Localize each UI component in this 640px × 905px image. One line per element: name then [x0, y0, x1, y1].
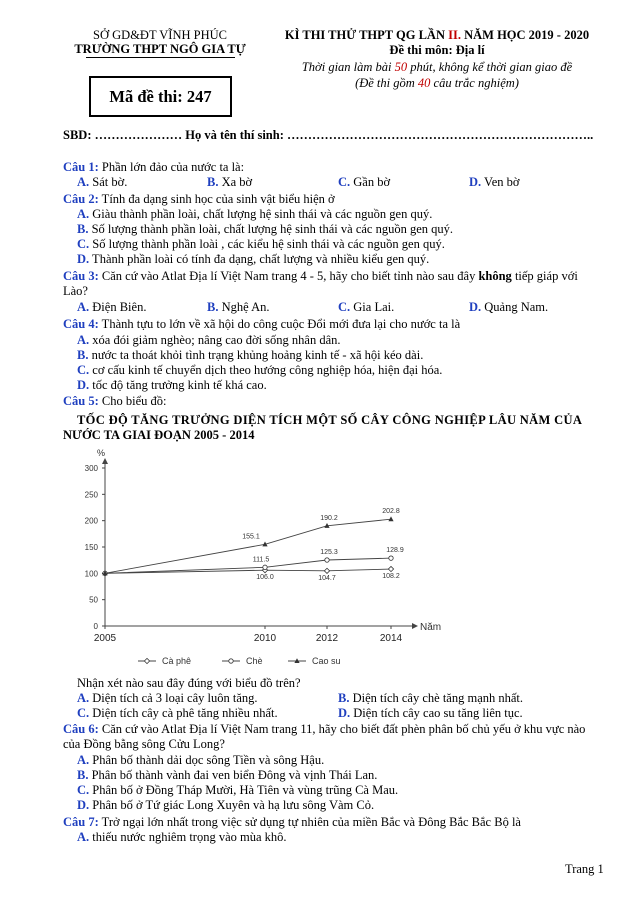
time-number: 50	[394, 60, 408, 74]
question-label: Câu 3:	[63, 269, 99, 283]
series-line	[105, 569, 391, 573]
q3-option-a	[77, 300, 146, 315]
q6-option-c	[77, 783, 398, 798]
x-tick-label: 2014	[379, 633, 403, 644]
question-3	[63, 269, 578, 284]
q4-option-c	[77, 363, 442, 378]
question-text: Tính đa dạng sinh học của sinh vật biểu hiện ở	[98, 192, 335, 206]
q2-option-d	[77, 252, 429, 267]
data-label: 108.2	[382, 573, 400, 581]
option-text: Phân bố thành dải dọc sông Tiền và sông Hậu.	[89, 753, 325, 767]
option-text: Diện tích cây chè tăng mạnh nhất.	[349, 691, 524, 705]
data-label: 155.1	[242, 533, 260, 541]
q5-option-a	[77, 691, 258, 706]
triangle-marker	[388, 516, 393, 521]
diamond-marker	[324, 568, 329, 573]
option-key: C.	[338, 175, 351, 189]
question-3-line2: Lào?	[63, 284, 88, 298]
option-text: cơ cấu kinh tế chuyển dịch theo hướng công nghiệp hóa, hiện đại hóa.	[89, 363, 443, 377]
option-text: Quảng Nam.	[481, 300, 549, 314]
data-label: 128.9	[386, 547, 404, 555]
option-text: Diện tích cây cao su tăng liên tục.	[350, 706, 523, 720]
question-text: Phần lớn đảo của nước ta là:	[98, 160, 245, 174]
q5-option-b	[338, 691, 523, 706]
q1-option-d	[469, 175, 519, 190]
q2-option-a	[77, 207, 432, 222]
x-tick-label: 2012	[315, 633, 339, 644]
q6-option-b	[77, 768, 377, 783]
option-key: A.	[77, 691, 90, 705]
option-key: D.	[469, 175, 482, 189]
school-underline	[86, 57, 235, 58]
option-text: Giàu thành phần loài, chất lượng hệ sinh thái và các nguồn gen quý.	[89, 207, 433, 221]
option-key: C.	[338, 300, 351, 314]
option-text: nước ta thoát khỏi tình trạng khủng hoảng kinh tế - xã hội kéo dài.	[88, 348, 424, 362]
diamond-marker	[144, 658, 149, 663]
q1-option-c	[338, 175, 390, 190]
q5-option-c	[77, 706, 278, 721]
y-tick-label: 300	[84, 464, 98, 473]
y-tick-label: 200	[84, 516, 98, 526]
option-key: A.	[77, 830, 90, 844]
y-tick-label: 150	[84, 543, 98, 552]
count-number: 40	[417, 76, 431, 90]
legend-label: Cà phê	[162, 656, 192, 666]
option-key: D.	[469, 300, 482, 314]
option-key: A.	[77, 333, 90, 347]
option-key: C.	[77, 783, 90, 797]
x-tick-label: 2005	[93, 633, 117, 644]
question-label: Câu 2:	[63, 192, 99, 206]
q3-option-b	[207, 300, 270, 315]
question-text: Thành tựu to lớn về xã hội do công cuộc Đổi mới đưa lại cho nước ta là	[98, 317, 461, 331]
option-text: Gia Lai.	[350, 300, 395, 314]
question-text: Cho biểu đồ:	[98, 394, 167, 408]
option-key: C.	[77, 706, 90, 720]
option-key: D.	[77, 378, 90, 392]
option-key: A.	[77, 753, 90, 767]
option-key: C.	[77, 237, 90, 251]
option-text: Thành phần loài có tính đa dạng, chất lượng và nhiều kiểu gen quý.	[89, 252, 430, 266]
q7-option-a	[77, 830, 287, 845]
x-axis-label: Năm	[420, 622, 442, 633]
time-part2: phút, không kể thời gian giao đề	[407, 60, 573, 74]
option-text: Gần bờ	[350, 175, 391, 189]
circle-marker	[229, 659, 233, 663]
question-text: Trở ngại lớn nhất trong việc sử dụng tự nhiên của miền Bắc và Đông Bắc Bắc Bộ là	[98, 815, 521, 829]
series-cafe	[102, 566, 399, 581]
question-1	[63, 160, 244, 175]
option-text: xóa đói giảm nghèo; nâng cao đời sống nhân dân.	[89, 333, 341, 347]
q1-option-a	[77, 175, 127, 190]
question-4	[63, 317, 460, 332]
y-axis-arrow	[102, 458, 108, 464]
diamond-marker	[388, 566, 393, 571]
legend-label: Chè	[246, 656, 263, 666]
data-label: 106.0	[256, 574, 274, 582]
series-caosu	[102, 508, 399, 575]
option-key: B.	[338, 691, 350, 705]
y-tick-label: 0	[93, 622, 98, 631]
option-key: D.	[77, 252, 90, 266]
chart-axes	[97, 448, 441, 633]
y-tick-label: 50	[89, 595, 98, 605]
option-text: thiếu nước nghiêm trọng vào mùa khô.	[89, 830, 287, 844]
option-text: tốc độ tăng trưởng kinh tế khá cao.	[89, 378, 267, 392]
data-label: 104.7	[318, 574, 336, 582]
option-key: A.	[77, 207, 90, 221]
question-label: Câu 7:	[63, 815, 99, 829]
exam-time	[262, 60, 612, 75]
q6-option-d	[77, 798, 374, 813]
option-text: Phân bố ở Đồng Tháp Mười, Hà Tiên và vùng trũng Cà Mau.	[89, 783, 399, 797]
question-5-prompt: Nhận xét nào sau đây đúng với biểu đồ trên?	[77, 676, 301, 690]
option-key: D.	[338, 706, 351, 720]
question-2	[63, 192, 335, 207]
data-label: 190.2	[320, 514, 338, 522]
question-text-end: tiếp giáp với	[511, 269, 578, 283]
count-part2: câu trắc nghiệm)	[430, 76, 519, 90]
question-label: Câu 1:	[63, 160, 99, 174]
q2-option-c	[77, 237, 445, 252]
exam-title-number: II.	[448, 28, 461, 42]
chart-title-line1: TỐC ĐỘ TĂNG TRƯỞNG DIỆN TÍCH MỘT SỐ CÂY CÔNG NGHIỆP LÂU NĂM CỦA	[77, 413, 583, 427]
question-text: Căn cứ vào Atlat Địa lí Việt Nam trang 11, hãy cho biết đất phèn phân bố chủ yếu ở khu vực nào	[98, 722, 586, 736]
legend-label: Cao su	[312, 656, 341, 666]
chart-series	[102, 508, 403, 582]
question-5	[63, 394, 167, 409]
option-text: Sát bờ.	[89, 175, 128, 189]
q3-option-c	[338, 300, 394, 315]
option-text: Ven bờ	[481, 175, 520, 189]
page-number: Trang 1	[565, 862, 604, 876]
option-text: Phân bố thành vành đai ven biển Đông và vịnh Thái Lan.	[88, 768, 378, 782]
question-6	[63, 722, 585, 737]
option-text: Phân bố ở Tứ giác Long Xuyên và hạ lưu sông Vàm Cỏ.	[89, 798, 375, 812]
option-key: B.	[77, 768, 89, 782]
q1-option-b	[207, 175, 252, 190]
exam-title-part2: NĂM HỌC 2019 - 2020	[460, 28, 590, 42]
candidate-info-line: SBD: ………………… Họ và tên thí sinh: ………………………………………………………………..	[63, 128, 594, 142]
option-text: Số lượng thành phần loài , các kiểu hệ sinh thái và các nguồn gen quý.	[89, 237, 445, 251]
option-text: Diện tích cả 3 loại cây luôn tăng.	[89, 691, 258, 705]
q5-option-d	[338, 706, 523, 721]
question-text: Căn cứ vào Atlat Địa lí Việt Nam trang 4 - 5, hãy cho biết tỉnh nào sau đây	[98, 269, 479, 283]
series-line	[105, 519, 391, 573]
y-tick-label: 250	[84, 490, 98, 500]
y-axis-label: %	[97, 448, 106, 458]
option-text: Điện Biên.	[89, 300, 147, 314]
option-key: B.	[77, 222, 89, 236]
exam-title-part1: KÌ THI THỬ THPT QG LẦN	[284, 28, 449, 42]
count-part1: (Đề thi gồm	[355, 76, 418, 90]
y-tick-label: 100	[84, 569, 98, 579]
question-6-line2: của Đồng bằng sông Cửu Long?	[63, 737, 225, 751]
data-label: 125.3	[320, 549, 338, 557]
q2-option-b	[77, 222, 453, 237]
circle-marker	[263, 565, 267, 569]
option-text: Xa bờ	[218, 175, 253, 189]
exam-subject: Đề thi môn: Địa lí	[389, 43, 485, 57]
question-7	[63, 815, 521, 830]
q4-option-d	[77, 378, 267, 393]
y-ticks	[85, 464, 105, 631]
exam-code-box	[89, 76, 232, 117]
growth-chart	[60, 443, 460, 675]
option-key: A.	[77, 300, 90, 314]
series-che	[103, 547, 404, 575]
question-label: Câu 5:	[63, 394, 99, 408]
q3-option-d	[469, 300, 548, 315]
option-text: Diện tích cây cà phê tăng nhiều nhất.	[89, 706, 278, 720]
option-key: D.	[77, 798, 90, 812]
option-key: B.	[207, 175, 219, 189]
option-key: B.	[207, 300, 219, 314]
x-ticks	[94, 626, 403, 644]
chart-title-line2: NƯỚC TA GIAI ĐOẠN 2005 - 2014	[63, 428, 255, 442]
chart-legend	[138, 656, 341, 666]
exam-question-count	[262, 76, 612, 91]
school-name: TRƯỜNG THPT NGÔ GIA TỰ	[74, 42, 246, 56]
x-tick-label: 2010	[253, 633, 277, 644]
circle-marker	[389, 556, 393, 560]
data-label: 111.5	[252, 556, 270, 564]
x-axis-arrow	[412, 623, 418, 629]
q6-option-a	[77, 753, 324, 768]
question-emphasis: không	[478, 269, 512, 283]
question-label: Câu 6:	[63, 722, 99, 736]
q4-option-a	[77, 333, 341, 348]
option-text: Nghệ An.	[218, 300, 270, 314]
option-key: A.	[77, 175, 90, 189]
question-label: Câu 4:	[63, 317, 99, 331]
option-key: B.	[77, 348, 89, 362]
exam-code: Mã đề thi: 247	[109, 86, 212, 106]
department-name: SỞ GD&ĐT VĨNH PHÚC	[93, 28, 227, 42]
option-key: C.	[77, 363, 90, 377]
option-text: Số lượng thành phần loài, chất lượng hệ sinh thái và các nguồn gen quý.	[88, 222, 454, 236]
exam-title	[262, 28, 612, 43]
data-label: 202.8	[382, 508, 400, 516]
q4-option-b	[77, 348, 423, 363]
circle-marker	[325, 558, 329, 562]
time-part1: Thời gian làm bài	[301, 60, 395, 74]
